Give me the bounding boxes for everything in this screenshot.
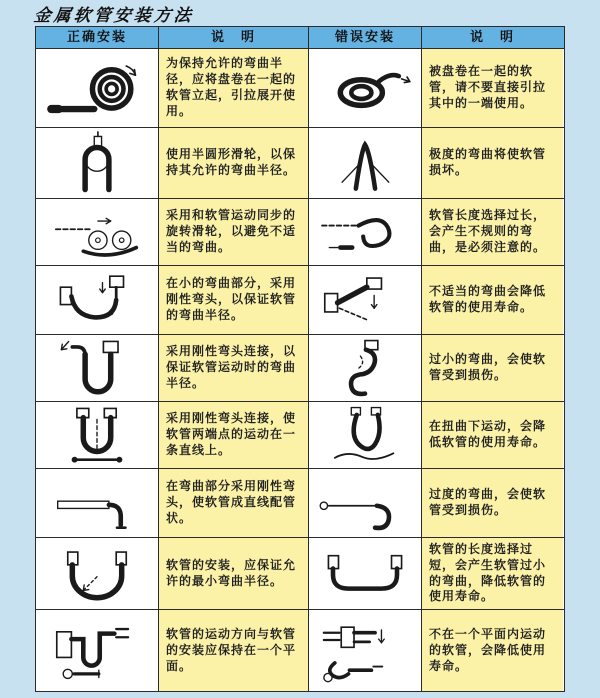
wrong-description-cell	[422, 469, 563, 537]
rigid-elbow-small-bend-icon	[43, 268, 151, 332]
header-correct-install: 正确安装	[36, 27, 159, 48]
improper-bend-icon	[311, 268, 419, 332]
wrong-description-cell	[422, 266, 563, 334]
wrong-description-text: 被盘卷在一起的软管，请不要直接引拉其中的一端使用。	[429, 64, 547, 110]
correct-illustration-cell	[36, 199, 159, 265]
table-row	[36, 402, 564, 469]
correct-description-cell	[159, 469, 309, 537]
wrong-description-text: 过小的弯曲，会使软管受到损伤。	[429, 352, 547, 382]
wrong-description-text: 软管长度选择过长，会产生不规则的弯曲，是必须注意的。	[429, 208, 547, 254]
wrong-description-text: 不适当的弯曲会降低软管的使用寿命。	[429, 284, 547, 314]
table-row	[36, 199, 564, 266]
table-row	[36, 469, 564, 538]
table-row	[36, 538, 564, 610]
correct-description-text: 使用半圆形滑轮，以保持其允许的弯曲半径。	[166, 147, 297, 177]
table-row	[36, 266, 564, 335]
wrong-illustration-cell	[309, 335, 422, 401]
installation-table	[35, 26, 565, 692]
correct-description-text: 在小的弯曲部分，采用刚性弯头，以保证软管的弯曲半径。	[166, 276, 297, 322]
correct-description-cell	[159, 402, 309, 468]
correct-description-cell	[159, 335, 309, 401]
wrong-illustration-cell	[309, 199, 422, 265]
lying-coil-pulled-icon	[311, 56, 419, 120]
correct-description-cell	[159, 199, 309, 265]
correct-description-text: 采用刚性弯头连接，使软管两端点的运动在一条直线上。	[166, 411, 297, 457]
tight-hook-bend-icon	[311, 336, 419, 400]
table-row	[36, 610, 564, 691]
semicircular-pulley-icon	[43, 131, 151, 195]
wide-u-min-radius-icon	[43, 542, 151, 606]
table-row	[36, 335, 564, 402]
correct-description-text: 在弯曲部分采用刚性弯头，使软管成直线配管状。	[166, 479, 297, 525]
correct-description-text: 采用和软管运动同步的旋转滑轮，以避免不适当的弯曲。	[166, 208, 297, 254]
table-row	[36, 49, 564, 128]
wrong-description-text: 不在一个平面内运动的软管，会降低使用寿命。	[429, 627, 547, 673]
over-bend-hook-icon	[311, 471, 419, 535]
u-hose-straight-line-icon	[43, 403, 151, 467]
correct-illustration-cell	[36, 402, 159, 468]
wrong-description-cell	[422, 610, 563, 691]
table-row	[36, 128, 564, 199]
wrong-illustration-cell	[309, 49, 422, 127]
correct-illustration-cell	[36, 49, 159, 127]
synchronized-pulleys-icon	[43, 200, 151, 264]
extreme-bend-icon	[311, 131, 419, 195]
wrong-description-cell	[422, 199, 563, 265]
correct-illustration-cell	[36, 610, 159, 691]
wrong-description-cell	[422, 538, 563, 609]
short-shallow-u-icon	[311, 542, 419, 606]
correct-description-text: 软管的运动方向与软管的安装应保持在一个平面。	[166, 627, 297, 673]
correct-illustration-cell	[36, 128, 159, 198]
table-body	[36, 49, 564, 691]
correct-description-cell	[159, 610, 309, 691]
same-plane-trap-icon	[43, 619, 151, 683]
off-plane-hoses-icon	[311, 619, 419, 683]
header-wrong-description: 说 明	[469, 30, 515, 45]
straight-pipe-elbow-icon	[43, 471, 151, 535]
twisted-u-hose-icon	[311, 403, 419, 467]
wrong-illustration-cell	[309, 266, 422, 334]
wrong-description-text: 过度的弯曲，会使软管受到损伤。	[429, 487, 547, 517]
wrong-description-text: 软管的长度选择过短，会产生软管过小的弯曲，降低软管的使用寿命。	[429, 542, 547, 604]
correct-illustration-cell	[36, 266, 159, 334]
wrong-illustration-cell	[309, 538, 422, 609]
correct-illustration-cell	[36, 538, 159, 609]
u-hose-rigid-elbow-icon	[43, 336, 151, 400]
table-header-row	[36, 27, 564, 49]
correct-description-text: 为保持允许的弯曲半径，应将盘卷在一起的软管立起，引拉展开使用。	[166, 56, 297, 118]
wrong-illustration-cell	[309, 402, 422, 468]
wrong-description-cell	[422, 128, 563, 198]
correct-description-cell	[159, 49, 309, 127]
correct-illustration-cell	[36, 469, 159, 537]
standing-coil-icon	[43, 56, 151, 120]
wrong-description-cell	[422, 402, 563, 468]
wrong-illustration-cell	[309, 610, 422, 691]
correct-illustration-cell	[36, 335, 159, 401]
overlong-loop-icon	[311, 200, 419, 264]
page-title: 金属软管安装方法	[32, 6, 195, 26]
wrong-illustration-cell	[309, 469, 422, 537]
wrong-description-cell	[422, 335, 563, 401]
wrong-illustration-cell	[309, 128, 422, 198]
wrong-description-cell	[422, 49, 563, 127]
correct-description-cell	[159, 128, 309, 198]
correct-description-text: 采用刚性弯头连接，以保证软管运动时的弯曲半径。	[166, 344, 297, 390]
wrong-description-text: 极度的弯曲将使软管损坏。	[429, 147, 547, 177]
header-wrong-install: 错误安装	[309, 27, 422, 48]
correct-description-cell	[159, 266, 309, 334]
correct-description-text: 软管的安装，应保证允许的最小弯曲半径。	[166, 557, 297, 588]
correct-description-cell	[159, 538, 309, 609]
header-correct-description: 说 明	[159, 27, 309, 48]
wrong-description-text: 在扭曲下运动，会降低软管的使用寿命。	[429, 419, 547, 449]
